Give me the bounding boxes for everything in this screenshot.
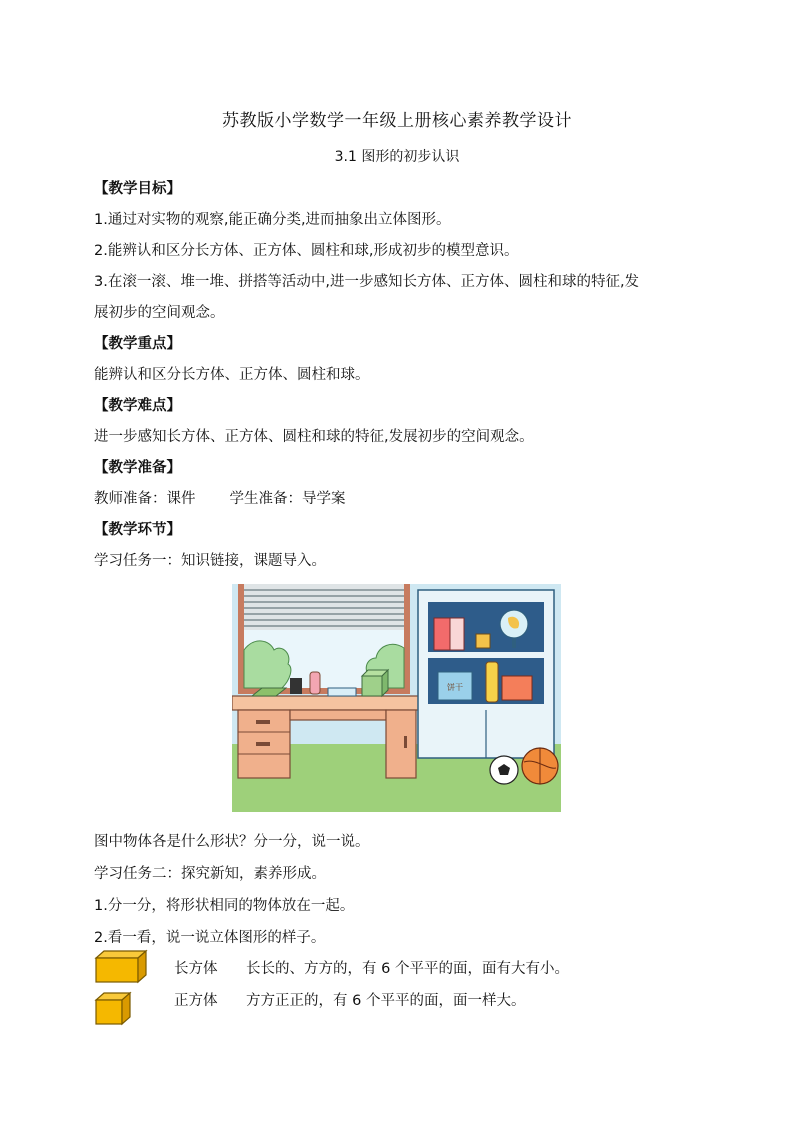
cube-row xyxy=(94,990,694,1026)
student-preparation: 学生准备：导学案 xyxy=(229,491,346,507)
cuboid-description: 长长的、方方的，有 6 个平平的面，面有大有小。 xyxy=(246,961,569,977)
difficulties-text: 进一步感知长方体、正方体、圆柱和球的特征,发展初步的空间观念。 xyxy=(94,429,534,445)
biscuit-box-label: 饼干 xyxy=(447,683,463,692)
question-text: 图中物体各是什么形状？分一分，说一说。 xyxy=(94,834,370,850)
task-2: 学习任务二：探究新知，素养形成。 xyxy=(94,866,326,882)
key-points-text: 能辨认和区分长方体、正方体、圆柱和球。 xyxy=(94,367,370,383)
step-2: 2.看一看，说一说立体图形的样子。 xyxy=(94,930,326,946)
goal-3-line-1: 3.在滚一滚、堆一堆、拼搭等活动中,进一步感知长方体、正方体、圆柱和球的特征,发 xyxy=(94,274,640,290)
lesson-subtitle: 3.1 图形的初步认识 xyxy=(334,149,460,165)
step-1: 1.分一分，将形状相同的物体放在一起。 xyxy=(94,898,355,914)
cuboid-row xyxy=(94,948,694,984)
steps-heading: 【教学环节】 xyxy=(94,522,181,538)
preparation-line xyxy=(94,487,346,508)
cuboid-name: 长方体 xyxy=(174,961,218,977)
goals-heading: 【教学目标】 xyxy=(94,181,181,197)
cuboid-icon xyxy=(94,948,150,984)
cube-description: 方方正正的，有 6 个平平的面，面一样大。 xyxy=(246,993,526,1009)
goal-3-line-2: 展初步的空间观念。 xyxy=(94,305,225,321)
classroom-illustration xyxy=(232,584,561,812)
cube-icon xyxy=(94,990,134,1026)
cabinet xyxy=(418,590,554,758)
teacher-preparation: 教师准备：课件 xyxy=(94,491,196,507)
difficulties-heading: 【教学难点】 xyxy=(94,398,181,414)
page-title: 苏教版小学数学一年级上册核心素养教学设计 xyxy=(222,111,572,131)
key-points-heading: 【教学重点】 xyxy=(94,336,181,352)
goal-1: 1.通过对实物的观察,能正确分类,进而抽象出立体图形。 xyxy=(94,212,451,228)
task-1: 学习任务一：知识链接，课题导入。 xyxy=(94,553,326,569)
preparation-heading: 【教学准备】 xyxy=(94,460,181,476)
goal-2: 2.能辨认和区分长方体、正方体、圆柱和球,形成初步的模型意识。 xyxy=(94,243,519,259)
cube-name: 正方体 xyxy=(174,993,218,1009)
